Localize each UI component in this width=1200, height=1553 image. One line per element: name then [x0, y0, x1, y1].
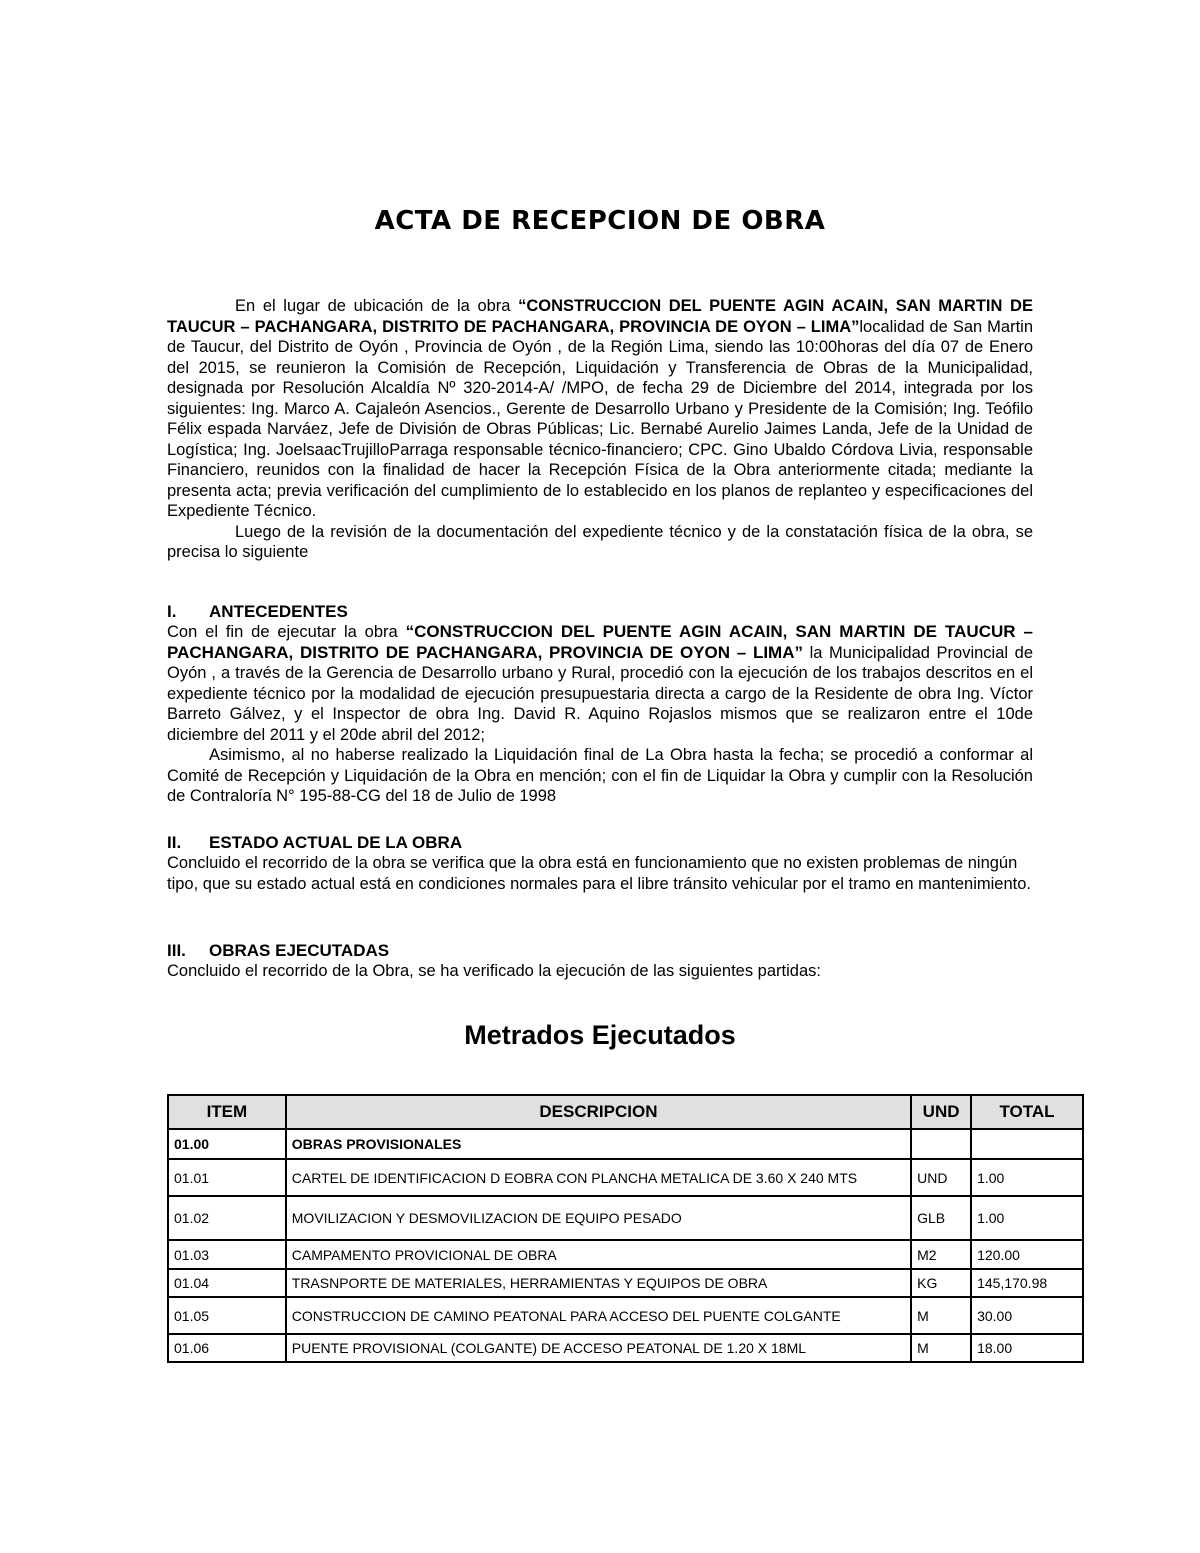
section-heading-obras — [167, 940, 1033, 961]
row-item: 01.02 — [168, 1196, 286, 1240]
row-desc: PUENTE PROVISIONAL (COLGANTE) DE ACCESO PEATONAL DE 1.20 X 18ML — [286, 1334, 911, 1362]
intro-lead: En el lugar de ubicación de la obra — [235, 297, 519, 315]
intro-body: localidad de San Martin de Taucur, del Distrito de Oyón , Provincia de Oyón , de la Región Lima, siendo las 10:00horas del día 07 de Enero del 2015, se reunieron la Comisión de Recepción, Liquidación y Transferencia de Obras de la Municipalidad, designada por Resolución Alcaldía Nº 320-2014-A/ /MPO, de fecha 29 de Diciembre del 2014, integrada por los siguientes: Ing. Marco A. Cajaleón Asencios., Gerente de Desarrollo Urbano y Presidente de la Comisión; Ing. Teófilo Félix espada Narváez, Jefe de División de Obras Públicas; Lic. Bernabé Aurelio Jaimes Landa, Jefe de la Unidad de Logística; Ing. JoelsaacTrujilloParraga responsable técnico-financiero; CPC. Gino Ubaldo Córdova Livia, responsable Financiero, reunidos con la finalidad de hacer la Recepción Física de la Obra anteriormente citada; mediante la presenta acta; previa verificación del cumplimiento de lo establecido en los planos de replanteo y especificaciones del Expediente Técnico. — [167, 317, 1034, 520]
row-item: 01.04 — [168, 1269, 286, 1297]
header-descripcion: DESCRIPCION — [286, 1095, 911, 1129]
intro-second-paragraph — [167, 522, 1033, 563]
row-und: UND — [911, 1159, 971, 1196]
document-title: ACTA DE RECEPCION DE OBRA — [374, 206, 826, 236]
row-item: 01.06 — [168, 1334, 286, 1362]
section-number: II. — [167, 833, 182, 852]
antecedentes-paragraph — [167, 622, 1033, 745]
row-total: 1.00 — [971, 1159, 1083, 1196]
row-desc: MOVILIZACION Y DESMOVILIZACION DE EQUIPO PESADO — [286, 1196, 911, 1240]
estado-paragraph: Concluido el recorrido de la obra se verifica que la obra está en funcionamiento que no existen problemas de ningún tipo, que su estado actual está en condiciones normales para el libre tránsito vehicular por el tramo en mantenimiento. — [167, 854, 1031, 893]
antecedentes-obra-name: “CONSTRUCCION DEL PUENTE AGIN ACAIN, SAN MARTIN DE TAUCUR – PACHANGARA, DISTRITO DE PACHANGARA, PROVINCIA DE OYON – LIMA” — [167, 622, 1033, 662]
row-item: 01.01 — [168, 1159, 286, 1196]
section-number: I. — [167, 602, 177, 621]
row-total: 145,170.98 — [971, 1269, 1083, 1297]
row-total: 1.00 — [971, 1196, 1083, 1240]
row-total: 120.00 — [971, 1240, 1083, 1269]
row-und: M2 — [911, 1240, 971, 1269]
group-und — [911, 1129, 971, 1159]
row-item: 01.05 — [168, 1297, 286, 1334]
intro-block — [167, 296, 1033, 563]
row-und: M — [911, 1334, 971, 1362]
intro-second-text: Luego de la revisión de la documentación del expediente técnico y de la constatación física de la obra, se precisa lo siguiente — [167, 522, 1033, 561]
table-row — [168, 1196, 1083, 1240]
header-total: TOTAL — [971, 1095, 1083, 1129]
row-total: 30.00 — [971, 1297, 1083, 1334]
row-und: KG — [911, 1269, 971, 1297]
table-header-row — [168, 1095, 1083, 1129]
row-und: M — [911, 1297, 971, 1334]
table-group-row — [168, 1129, 1083, 1159]
table-row — [168, 1297, 1083, 1334]
table-row — [168, 1269, 1083, 1297]
antecedentes-second-text: Asimismo, al no haberse realizado la Liquidación final de La Obra hasta la fecha; se procedió a conformar al Comité de Recepción y Liquidación de la Obra en mención; con el fin de Liquidar la Obra y cumplir con la Resolución de Contraloría N° 195-88-CG del 18 de Julio de 1998 — [167, 746, 1033, 805]
section-number: III. — [167, 941, 186, 960]
row-desc: CARTEL DE IDENTIFICACION D EOBRA CON PLANCHA METALICA DE 3.60 X 240 MTS — [286, 1159, 911, 1196]
section-antecedentes — [167, 601, 1033, 807]
metrados-table — [167, 1094, 1084, 1363]
intro-obra-name: “CONSTRUCCION DEL PUENTE AGIN ACAIN, SAN MARTIN DE TAUCUR – PACHANGARA, DISTRITO DE PACHANGARA, PROVINCIA DE OYON – LIMA” — [167, 297, 1033, 336]
row-und: GLB — [911, 1196, 971, 1240]
row-desc: CONSTRUCCION DE CAMINO PEATONAL PARA ACCESO DEL PUENTE COLGANTE — [286, 1297, 911, 1334]
table-row — [168, 1240, 1083, 1269]
row-desc: TRASNPORTE DE MATERIALES, HERRAMIENTAS Y EQUIPOS DE OBRA — [286, 1269, 911, 1297]
section-title: ESTADO ACTUAL DE LA OBRA — [209, 833, 463, 852]
metrados-title: Metrados Ejecutados — [464, 1020, 736, 1050]
section-title: OBRAS EJECUTADAS — [209, 941, 390, 960]
antecedentes-lead: Con el fin de ejecutar la obra — [167, 623, 406, 641]
group-desc: OBRAS PROVISIONALES — [286, 1129, 911, 1159]
section-heading-estado — [167, 832, 1033, 853]
table-row — [168, 1334, 1083, 1362]
table-row — [168, 1159, 1083, 1196]
section-estado — [167, 832, 1033, 894]
row-total: 18.00 — [971, 1334, 1083, 1362]
antecedentes-body: la Municipalidad Provincial de Oyón , a través de la Gerencia de Desarrollo urbano y Rural, procedió con la ejecución de los trabajos descritos en el expediente técnico por la modalidad de ejecución presupuestaria directa a cargo de la Residente de obra Ing. Víctor Barreto Gálvez, y el Inspector de obra Ing. David R. Aquino Rojaslos mismos que se realizaron entre el 10de diciembre del 2011 y el 20de abril del 2012; — [167, 643, 1033, 744]
section-heading-antecedentes — [167, 601, 1033, 622]
header-und: UND — [911, 1095, 971, 1129]
row-desc: CAMPAMENTO PROVICIONAL DE OBRA — [286, 1240, 911, 1269]
antecedentes-second-paragraph — [167, 745, 1033, 807]
header-item: ITEM — [168, 1095, 286, 1129]
section-obras — [167, 940, 1033, 982]
group-total — [971, 1129, 1083, 1159]
section-title: ANTECEDENTES — [209, 602, 348, 621]
obras-paragraph: Concluido el recorrido de la Obra, se ha verificado la ejecución de las siguientes partidas: — [167, 962, 821, 980]
group-item: 01.00 — [168, 1129, 286, 1159]
row-item: 01.03 — [168, 1240, 286, 1269]
intro-paragraph — [167, 296, 1033, 522]
